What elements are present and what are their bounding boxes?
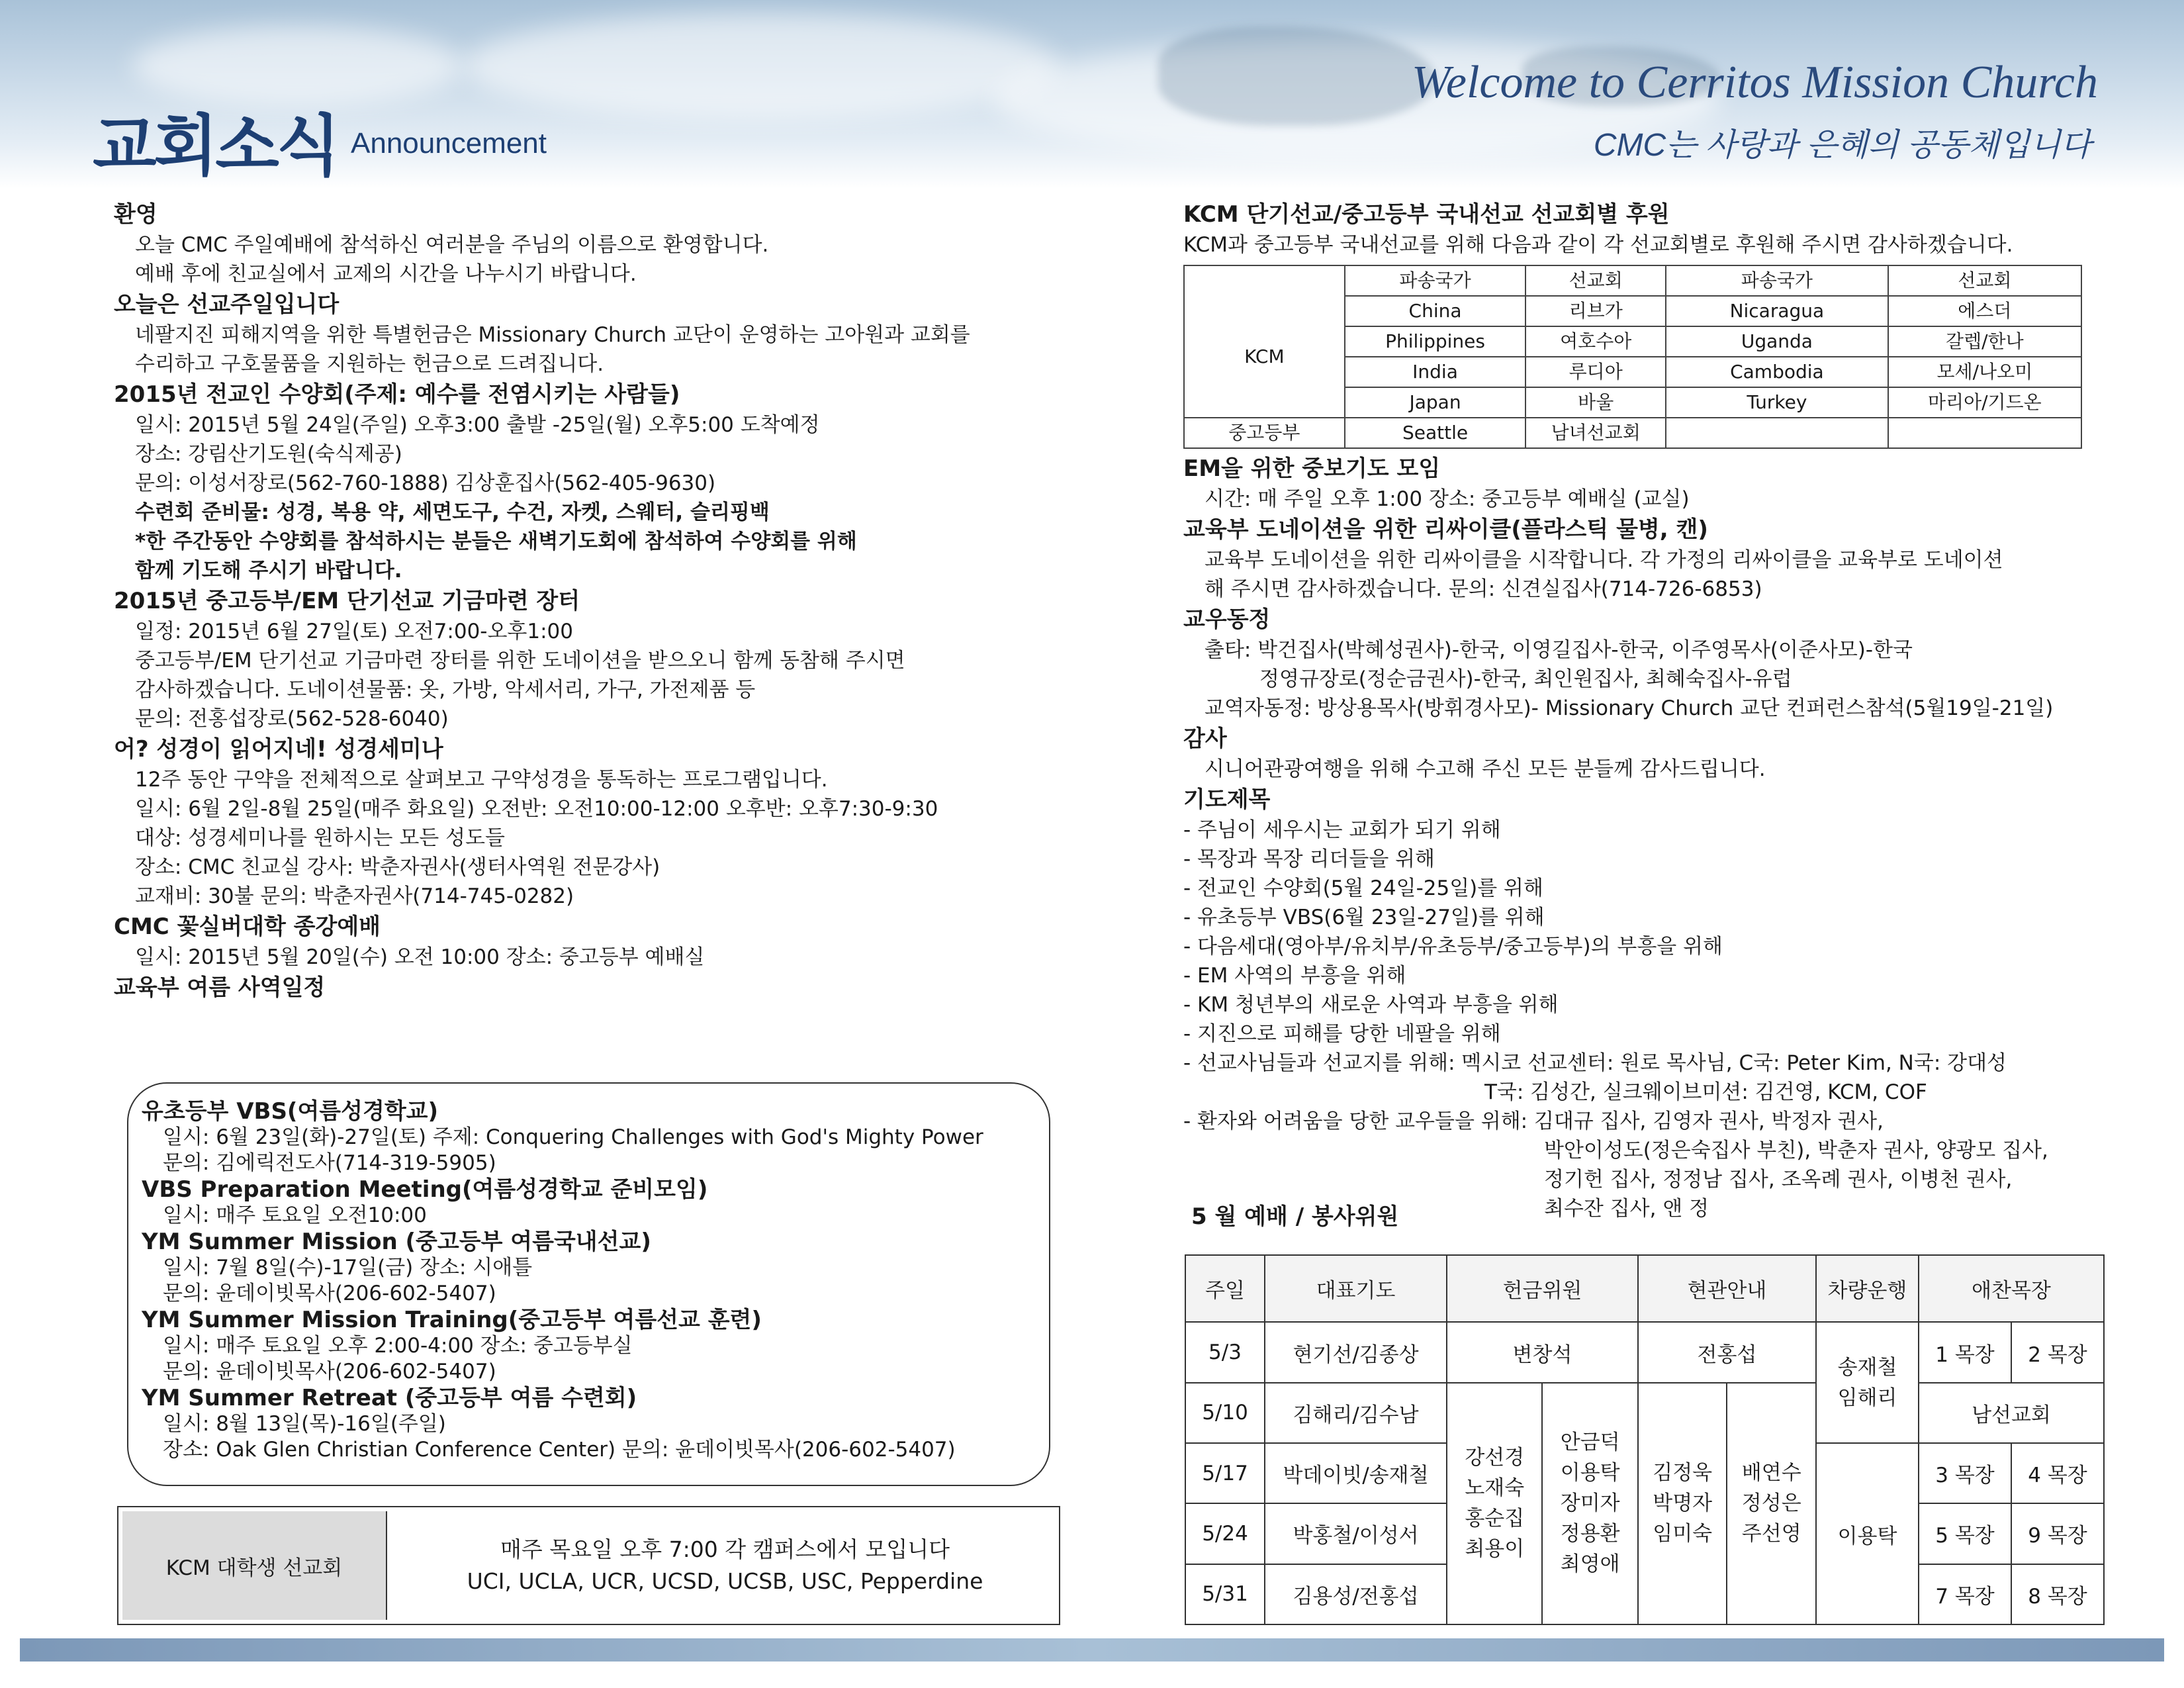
- text-line: 장소: CMC 친교실 강사: 박춘자권사(생터사역원 전문강사): [135, 855, 660, 879]
- right-column: [1183, 199, 2097, 1223]
- text-line: 일시: 8월 13일(목)-16일(주일): [163, 1412, 446, 1436]
- text-line: 4 목장: [2028, 1464, 2087, 1488]
- text-line: 배연수: [1741, 1461, 1801, 1485]
- table-row-label: 중고등부: [1184, 418, 1345, 448]
- table-cell: [1184, 265, 1345, 296]
- text-line: 교역자동정: 방상용목사(방휘경사모)- Missionary Church 교단 컨퍼런스참석(5월19일-21일): [1205, 696, 2054, 720]
- text-line: 1 목장: [1919, 1323, 2012, 1382]
- text-line: 송재철: [1837, 1355, 1897, 1380]
- page-title-english: Announcement: [351, 127, 547, 160]
- footer-bar: [20, 1638, 2164, 1662]
- section-retreat-title: 2015년 전교인 수양회(주제: 예수를 전염시키는 사람들): [114, 381, 680, 408]
- text-line: 수련회 준비물: 성경, 복용 약, 세면도구, 수건, 자켓, 스웨터, 슬리핑백: [135, 500, 770, 524]
- text-line: 7 목장: [1919, 1565, 2012, 1624]
- text-line: 일시: 매주 토요일 오후 2:00-4:00 장소: 중고등부실: [163, 1334, 633, 1358]
- text-line: 함께 기도해 주시기 바랍니다.: [135, 559, 402, 583]
- text-line: 매주 목요일 오후 7:00 각 캠퍼스에서 모입니다: [500, 1536, 950, 1562]
- text-line: 최용이: [1465, 1537, 1525, 1562]
- table-cell: 여호수아: [1525, 326, 1666, 357]
- schedule-item-title: 유초등부 VBS(여름성경학교): [142, 1098, 439, 1125]
- table-header: 현관안내: [1638, 1255, 1816, 1322]
- table-cell: 현기선/김종상: [1265, 1322, 1447, 1382]
- table-header: 헌금위원: [1447, 1255, 1638, 1322]
- text-line: 오늘 CMC 주일예배에 참석하신 여러분을 주님의 이름으로 환영합니다.: [135, 233, 769, 257]
- table-cell: 갈렙/한나: [1888, 326, 2081, 357]
- table-header: 애찬목장: [1919, 1255, 2104, 1322]
- table-header: 파송국가: [1345, 265, 1526, 296]
- table-cell: 남녀선교회: [1525, 418, 1666, 448]
- table-cell: Nicaragua: [1666, 296, 1888, 326]
- table-cell: [1638, 1383, 1727, 1624]
- text-line: 예배 후에 친교실에서 교제의 시간을 나누시기 바랍니다.: [135, 262, 637, 286]
- table-cell: Cambodia: [1666, 357, 1888, 387]
- text-line: 김정욱: [1653, 1461, 1713, 1485]
- prayer-item: - 지진으로 피해를 당한 네팔을 위해: [1183, 1022, 1501, 1046]
- table-cell: [1919, 1443, 2104, 1503]
- prayer-item: 정기헌 집사, 정정남 집사, 조옥례 권사, 이병천 권사,: [1544, 1168, 2013, 1192]
- section-bible-seminar-title: 어? 성경이 읽어지네! 성경세미나: [114, 736, 443, 763]
- prayer-item: - 목장과 목장 리더들을 위해: [1183, 847, 1435, 871]
- prayer-item: - 유초등부 VBS(6월 23일-27일)를 위해: [1183, 906, 1545, 929]
- table-cell: 바울: [1525, 387, 1666, 418]
- church-motto: CMC는 사랑과 은혜의 공동체입니다: [1593, 128, 2091, 163]
- text-line: KCM과 중고등부 국내선교를 위해 다음과 같이 각 선교회별로 후원해 주시면 감사하겠습니다.: [1183, 233, 2013, 257]
- text-line: *한 주간동안 수양회를 참석하시는 분들은 새벽기도회에 참석하여 수양회를 위해: [135, 530, 857, 553]
- table-cell: [1727, 1383, 1816, 1624]
- text-line: 시간: 매 주일 오후 1:00 장소: 중고등부 예배실 (교실): [1205, 487, 1690, 511]
- text-line: UCI, UCLA, UCR, UCSD, UCSB, USC, Pepperdine: [467, 1568, 983, 1594]
- table-cell: Philippines: [1345, 326, 1526, 357]
- table-header: 대표기도: [1265, 1255, 1447, 1322]
- prayer-item: - EM 사역의 부흥을 위해: [1183, 964, 1406, 988]
- table-cell: 에스더: [1888, 296, 2081, 326]
- table-header: 차량운행: [1816, 1255, 1919, 1322]
- header-banner: [0, 0, 2184, 189]
- text-line: 9 목장: [2028, 1524, 2087, 1548]
- text-line: 문의: 윤데이빗목사(206-602-5407): [163, 1282, 496, 1305]
- prayer-item: 최수잔 집사, 앤 정: [1544, 1197, 1709, 1221]
- table-cell: [1542, 1383, 1637, 1624]
- text-line: 감사하겠습니다. 도네이션물품: 옷, 가방, 악세서리, 가구, 가전제품 등: [135, 678, 756, 702]
- text-line: 교육부 도네이션을 위한 리싸이클을 시작합니다. 각 가정의 리싸이클을 교육부로 도네이션: [1205, 548, 2003, 572]
- table-header: 선교회: [1888, 265, 2081, 296]
- text-line: 8 목장: [2028, 1584, 2087, 1609]
- text-line: 박명자: [1653, 1491, 1713, 1516]
- section-mission-support-title: KCM 단기선교/중고등부 국내선교 선교회별 후원: [1183, 201, 1670, 228]
- text-line: 임해리: [1837, 1385, 1897, 1410]
- text-line: 최영애: [1560, 1552, 1620, 1577]
- text-line: 문의: 윤데이빗목사(206-602-5407): [163, 1360, 496, 1383]
- table-cell: 리브가: [1525, 296, 1666, 326]
- schedule-item-title: VBS Preparation Meeting(여름성경학교 준비모임): [142, 1176, 708, 1203]
- table-cell-date: 5/24: [1185, 1503, 1265, 1564]
- text-line: 임미숙: [1653, 1522, 1713, 1546]
- text-line: 대상: 성경세미나를 원하시는 모든 성도들: [135, 826, 505, 850]
- table-cell: 박데이빗/송재철: [1265, 1443, 1447, 1503]
- table-cell: [1666, 418, 1888, 448]
- text-line: 홍순집: [1465, 1507, 1525, 1531]
- text-line: 장미자: [1560, 1491, 1620, 1516]
- text-line: 일시: 2015년 5월 24일(주일) 오후3:00 출발 -25일(월) 오후5:00 도착예정: [135, 413, 820, 437]
- section-prayer-title: 기도제목: [1183, 786, 1271, 813]
- section-em-prayer-title: EM을 위한 중보기도 모임: [1183, 455, 1441, 482]
- table-cell-date: 5/31: [1185, 1564, 1265, 1624]
- prayer-item: - KM 청년부의 새로운 사역과 부흥을 위해: [1183, 993, 1559, 1017]
- text-line: 정용환: [1560, 1522, 1620, 1546]
- table-cell: 김해리/김수남: [1265, 1383, 1447, 1443]
- text-line: 노재숙: [1465, 1476, 1525, 1501]
- table-cell: [1447, 1383, 1542, 1624]
- cloud-decoration: [463, 13, 1059, 119]
- text-line: 중고등부/EM 단기선교 기금마련 장터를 위한 도네이션을 받으오니 함께 동참해 주시면: [135, 649, 905, 673]
- text-line: 장소: Oak Glen Christian Conference Center) 문의: 윤데이빗목사(206-602-5407): [163, 1438, 956, 1462]
- kcm-campus-box: [117, 1506, 1060, 1625]
- table-cell: 루디아: [1525, 357, 1666, 387]
- section-mission-sunday-title: 오늘은 선교주일입니다: [114, 291, 340, 318]
- table-cell: 변창석: [1447, 1322, 1638, 1382]
- text-line: 일시: 6월 23일(화)-27일(토) 주제: Conquering Challenges with God's Mighty Power: [163, 1125, 983, 1149]
- text-line: 일시: 2015년 5월 20일(수) 오전 10:00 장소: 중고등부 예배실: [135, 945, 705, 969]
- mission-support-table: [1183, 265, 2082, 449]
- text-line: 안금덕: [1560, 1430, 1620, 1455]
- table-cell: 전홍섭: [1638, 1322, 1816, 1382]
- table-cell: 박홍철/이성서: [1265, 1503, 1447, 1564]
- text-line: 네팔지진 피해지역을 위한 특별헌금은 Missionary Church 교단이 운영하는 고아원과 교회를: [135, 323, 970, 347]
- left-column: [114, 199, 1080, 1004]
- text-line: 수리하고 구호물품을 지원하는 헌금으로 드려집니다.: [135, 352, 604, 376]
- table-cell: 김용성/전홍섭: [1265, 1564, 1447, 1624]
- text-line: 정성은: [1741, 1491, 1801, 1516]
- text-line: 시니어관광여행을 위해 수고해 주신 모든 분들께 감사드립니다.: [1205, 757, 1766, 781]
- text-line: 장소: 강림산기도원(숙식제공): [135, 442, 402, 466]
- section-member-news-title: 교우동정: [1183, 606, 1271, 633]
- table-cell: Turkey: [1666, 387, 1888, 418]
- table-cell-date: 5/17: [1185, 1443, 1265, 1503]
- table-cell: [1919, 1564, 2104, 1624]
- section-welcome-title: 환영: [114, 201, 158, 228]
- text-line: 문의: 이성서장로(562-760-1888) 김상훈집사(562-405-9630): [135, 471, 716, 495]
- prayer-item: - 주님이 세우시는 교회가 되기 위해: [1183, 818, 1501, 842]
- text-line: 5 목장: [1919, 1504, 2012, 1563]
- table-cell: [1919, 1503, 2104, 1564]
- text-line: 일시: 매주 토요일 오전10:00: [163, 1203, 427, 1227]
- text-line: 이용탁: [1560, 1461, 1620, 1485]
- table-header: 주일: [1185, 1255, 1265, 1322]
- section-silver-college-title: CMC 꽃실버대학 종강예배: [114, 914, 381, 940]
- table-cell: 모세/나오미: [1888, 357, 2081, 387]
- prayer-item: 박안이성도(정은숙집사 부친), 박춘자 권사, 양광모 집사,: [1544, 1139, 2048, 1162]
- welcome-heading: Welcome to Cerritos Mission Church: [1411, 57, 2098, 108]
- table-cell: [1816, 1322, 1919, 1443]
- kcm-label: KCM 대학생 선교회: [122, 1511, 387, 1620]
- text-line: 12주 동안 구약을 전체적으로 살펴보고 구약성경을 통독하는 프로그램입니다.: [135, 768, 828, 792]
- text-line: 문의: 전홍섭장로(562-528-6040): [135, 707, 449, 731]
- table-cell: Seattle: [1345, 418, 1526, 448]
- text-line: 정영규장로(정순금권사)-한국, 최인원집사, 최혜숙집사-유럽: [1259, 667, 1792, 691]
- prayer-item: - 선교사님들과 선교지를 위해: 멕시코 선교센터: 원로 목사님, C국: Peter Kim, N국: 강대성: [1183, 1051, 2007, 1075]
- table-cell: Japan: [1345, 387, 1526, 418]
- table-cell: 이용탁: [1816, 1443, 1919, 1624]
- section-fundraiser-title: 2015년 중고등부/EM 단기선교 기금마련 장터: [114, 588, 580, 614]
- table-cell: Uganda: [1666, 326, 1888, 357]
- table-cell: India: [1345, 357, 1526, 387]
- text-line: 3 목장: [1919, 1444, 2012, 1503]
- section-recycle-title: 교육부 도네이션을 위한 리싸이클(플라스틱 물병, 캔): [1183, 516, 1708, 543]
- table-cell: [1919, 1322, 2104, 1382]
- text-line: 문의: 김에릭전도사(714-319-5905): [163, 1151, 496, 1175]
- text-line: 2 목장: [2028, 1342, 2087, 1367]
- table-cell-date: 5/3: [1185, 1322, 1265, 1382]
- table-row-label: KCM: [1184, 296, 1345, 418]
- table-cell: [1888, 418, 2081, 448]
- schedule-item-title: YM Summer Retreat (중고등부 여름 수련회): [142, 1385, 637, 1411]
- table-cell: 남선교회: [1919, 1383, 2104, 1443]
- schedule-item-title: YM Summer Mission Training(중고등부 여름선교 훈련): [142, 1307, 762, 1333]
- section-summer-schedule-title: 교육부 여름 사역일정: [114, 974, 326, 1001]
- text-line: 출타: 박건집사(박혜성권사)-한국, 이영길집사-한국, 이주영목사(이준사모)-한국: [1205, 638, 1913, 662]
- prayer-item: - 환자와 어려움을 당한 교우들을 위해: 김대규 집사, 김영자 권사, 박정자 권사,: [1183, 1109, 1884, 1133]
- text-line: 일시: 7월 8일(수)-17일(금) 장소: 시애틀: [163, 1256, 533, 1280]
- table-cell-date: 5/10: [1185, 1383, 1265, 1443]
- text-line: 일시: 6월 2일-8월 25일(매주 화요일) 오전반: 오전10:00-12:00 오후반: 오후7:30-9:30: [135, 797, 938, 821]
- section-thanks-title: 감사: [1183, 726, 1227, 752]
- text-line: 주선영: [1741, 1522, 1801, 1546]
- table-header: 파송국가: [1666, 265, 1888, 296]
- service-volunteers-table: [1185, 1254, 2105, 1625]
- summer-schedule-box: [127, 1082, 1050, 1486]
- schedule-item-title: YM Summer Mission (중고등부 여름국내선교): [142, 1229, 651, 1255]
- page-title: 교회소식: [93, 107, 338, 185]
- text-line: 해 주시면 감사하겠습니다. 문의: 신견실집사(714-726-6853): [1205, 577, 1762, 601]
- text-line: 강선경: [1465, 1446, 1525, 1470]
- text-line: 교재비: 30불 문의: 박춘자권사(714-745-0282): [135, 884, 574, 908]
- prayer-item: - 다음세대(영아부/유치부/유초등부/중고등부)의 부흥을 위해: [1183, 935, 1723, 959]
- table-cell: 마리아/기드온: [1888, 387, 2081, 418]
- prayer-item: - 전교인 수양회(5월 24일-25일)를 위해: [1183, 876, 1543, 900]
- service-table-title: 5 월 예배 / 봉사위원: [1191, 1203, 1399, 1230]
- table-cell: China: [1345, 296, 1526, 326]
- prayer-item: T국: 김성간, 실크웨이브미션: 김건영, KCM, COF: [1484, 1080, 1927, 1104]
- text-line: 일정: 2015년 6월 27일(토) 오전7:00-오후1:00: [135, 620, 573, 643]
- table-header: 선교회: [1525, 265, 1666, 296]
